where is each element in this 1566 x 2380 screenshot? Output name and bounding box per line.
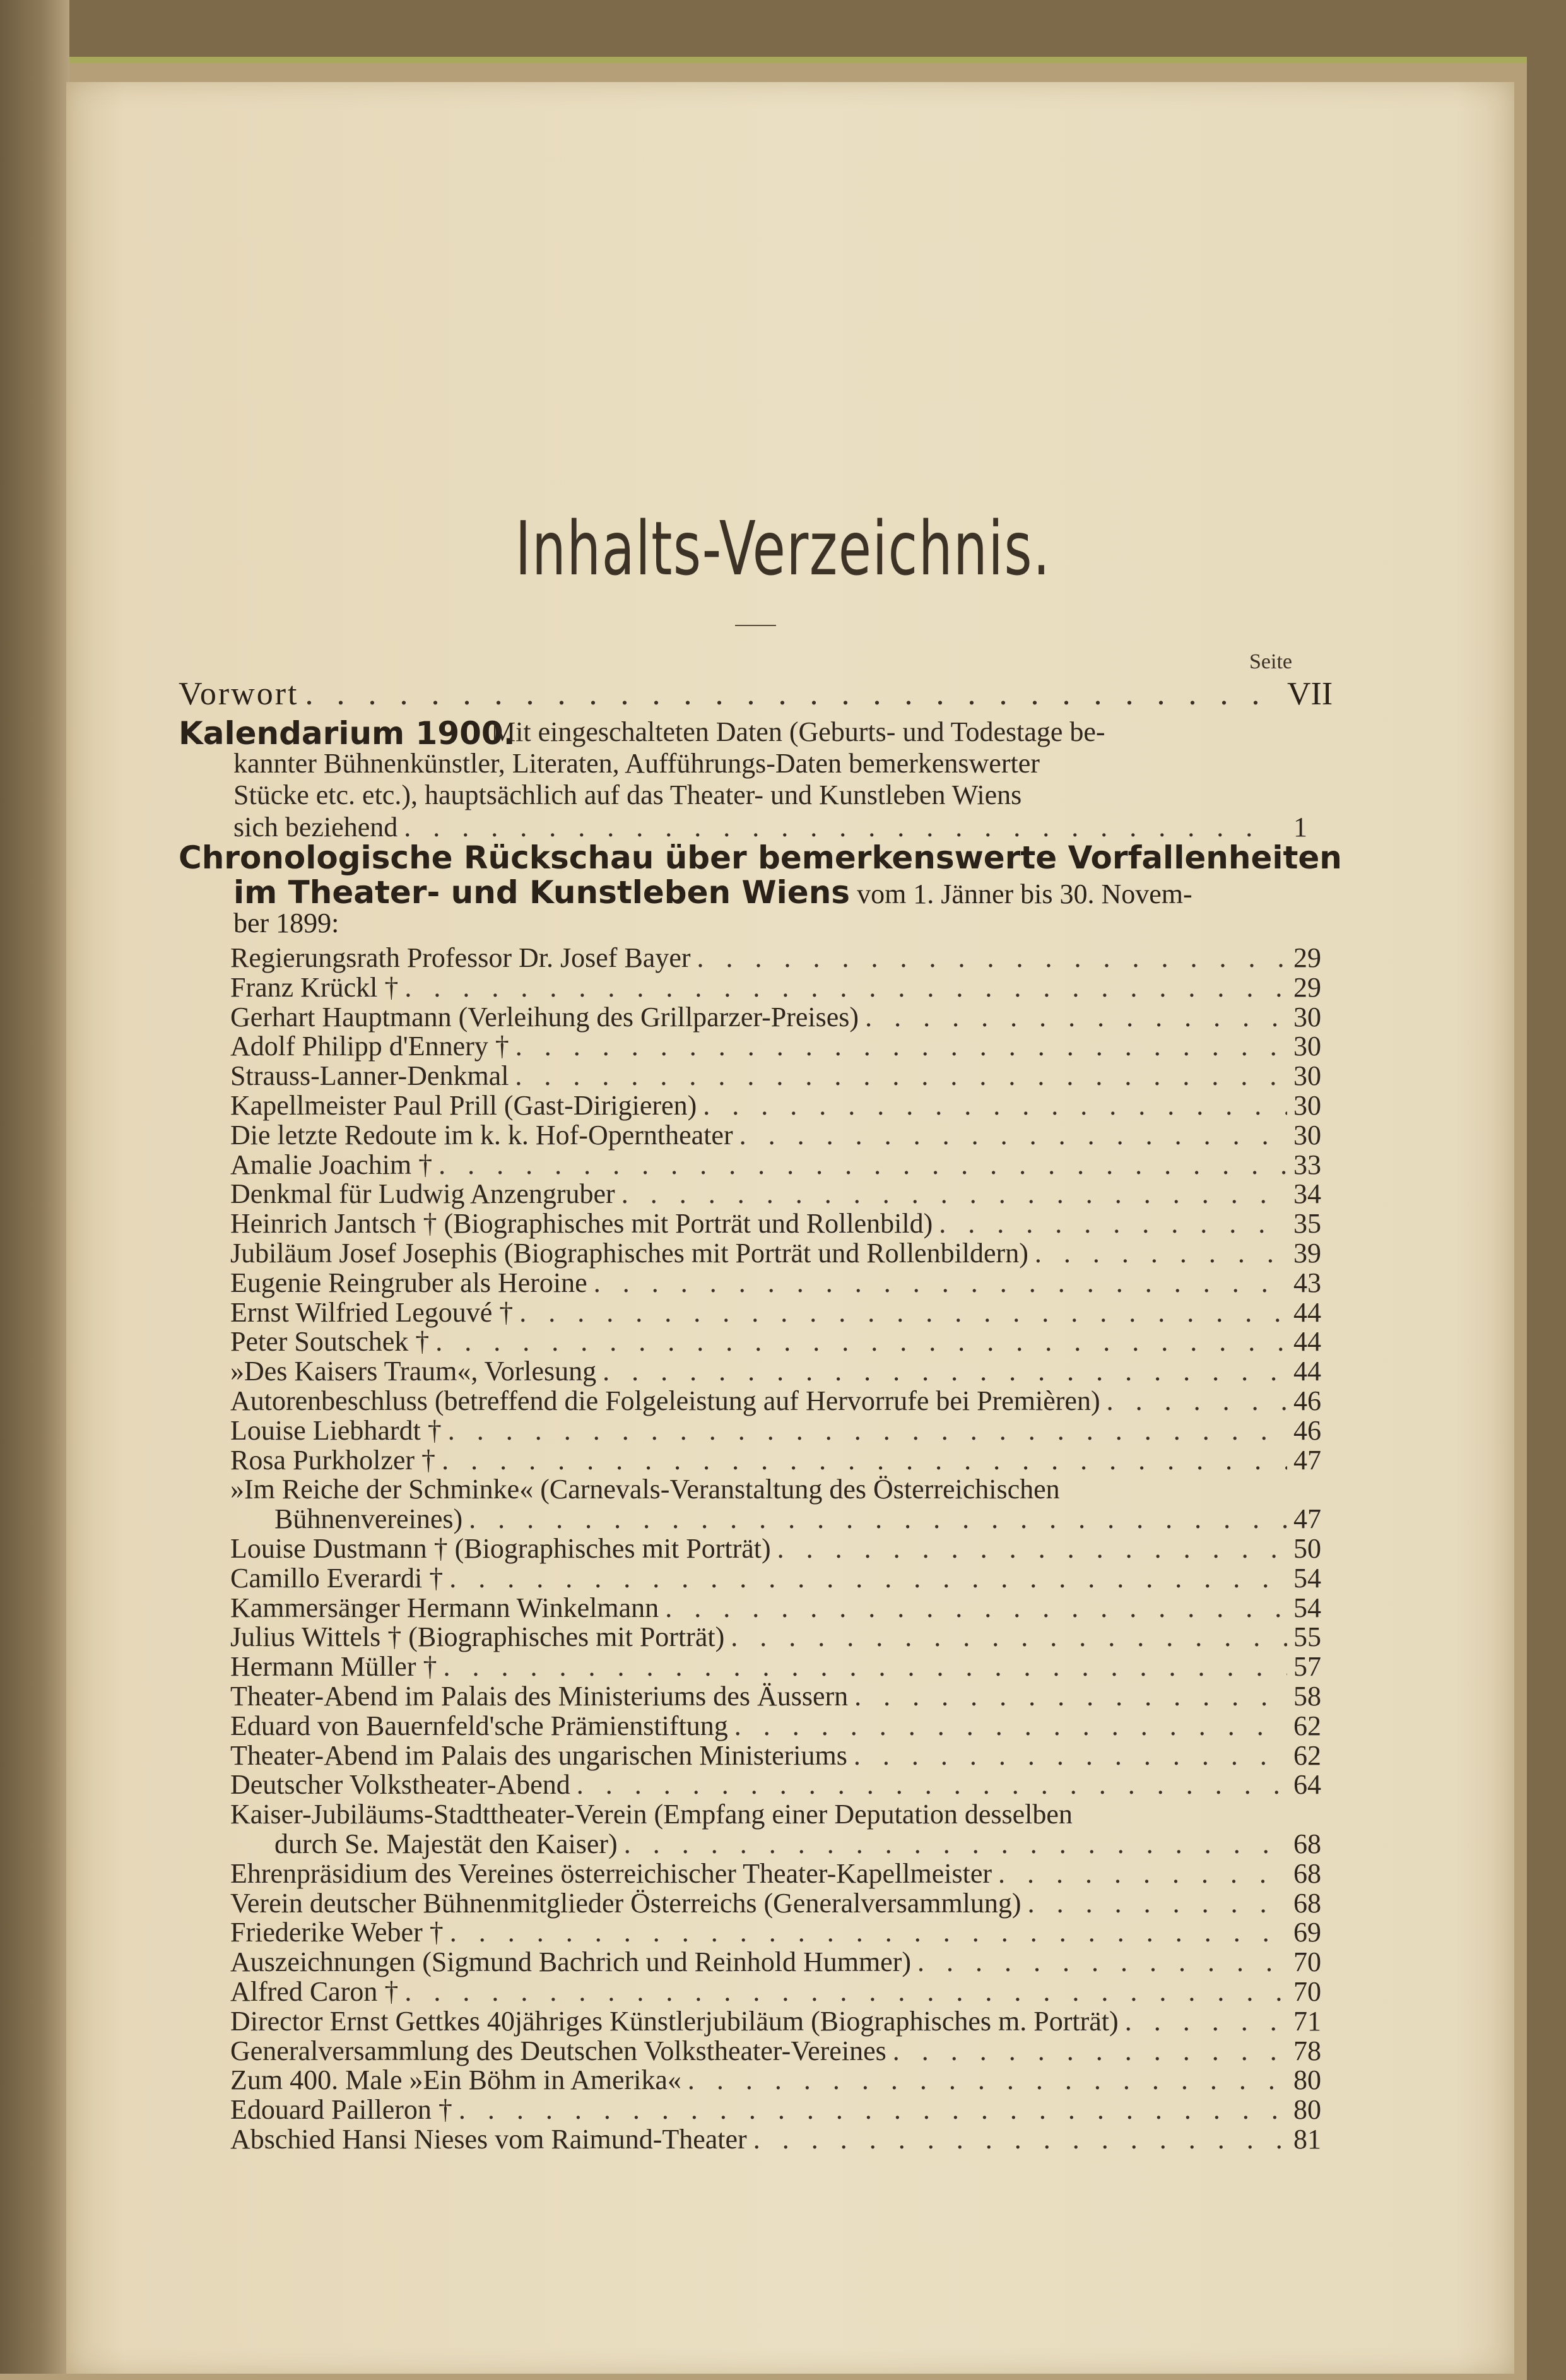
kalendarium-last-line: sich beziehend . . . 1 [233,811,1338,843]
leader-dots [734,1710,1287,1742]
toc-entry-text: Edouard Pailleron † [230,2094,452,2126]
toc-entry [230,1562,1338,1594]
leader-dots [404,811,1268,843]
page-title: Inhalts-Verzeichnis. [515,505,1051,592]
leader-dots [731,1621,1287,1653]
toc-entry-page: 64 [1293,1769,1321,1801]
toc-entry-text: Deutscher Volkstheater-Abend [230,1769,570,1801]
leader-dots [603,1355,1287,1387]
toc-entry-text: Heinrich Jantsch † (Biographisches mit Porträt und Rollenbild) [230,1208,933,1240]
toc-entry [230,1325,1338,1358]
toc-entry [230,1149,1338,1181]
toc-entry-page: 57 [1293,1651,1321,1683]
toc-entry-page: 80 [1293,2094,1321,2126]
toc-entry-text: Autorenbeschluss (betreffend die Folgeleistung auf Hervorrufe bei Premièren) [230,1385,1100,1416]
toc-entry-text: Theater-Abend im Palais des ungarischen Ministeriums [230,1739,847,1771]
leader-dots [515,1030,1287,1062]
leader-dots [739,1119,1287,1151]
leader-dots [865,1001,1287,1033]
toc-entry [230,1592,1338,1624]
leader-dots [854,1680,1287,1712]
book-spine [0,0,69,2374]
toc-entry-page: 33 [1293,1149,1321,1180]
kalendarium-line-0: Mit eingeschalteten Daten (Geburts- und Todestage be- [491,716,1105,747]
toc-entry [230,2035,1338,2067]
leader-dots [1125,2005,1287,2037]
toc-entry [230,1030,1338,1062]
toc-entry [230,1267,1338,1299]
toc-entry-page: 62 [1293,1710,1321,1741]
seite-column-label: Seite [1249,650,1292,673]
toc-entry-text: Franz Krückl † [230,971,399,1003]
toc-entry [230,1680,1338,1712]
leader-dots [917,1946,1287,1978]
toc-entry [230,1444,1338,1476]
kalendarium-heading: Kalendarium 1900. [179,715,515,752]
leader-dots [404,971,1287,1004]
toc-entry-page: 30 [1293,1060,1321,1092]
toc-entry-page: 70 [1293,1976,1321,2007]
toc-entry [230,1946,1338,1978]
toc-entry-text: Alfred Caron † [230,1976,399,2007]
toc-entry [230,1296,1338,1329]
leader-dots [624,1828,1287,1860]
kalendarium-page: 1 [1293,812,1307,843]
leader-dots [515,1060,1287,1092]
leader-dots [777,1532,1287,1565]
toc-entry [230,942,1338,974]
leader-dots [753,2123,1287,2155]
toc-entry [230,1178,1338,1210]
toc-entry [230,1857,1338,1890]
toc-entry-page: 47 [1293,1444,1321,1476]
leader-dots [449,1562,1287,1594]
toc-entry-page: 44 [1293,1296,1321,1328]
vorwort-page: VII [1287,676,1333,712]
toc-entry-text: Generalversammlung des Deutschen Volkstheater-Vereines [230,2035,886,2066]
toc-entry-vorwort [179,675,1338,713]
toc-entry-text: Gerhart Hauptmann (Verleihung des Grillparzer-Preises) [230,1001,859,1033]
leader-dots [435,1325,1287,1358]
chronologie-heading-line2: im Theater- und Kunstleben Wiens vom 1. Jänner bis 30. Novem- [233,874,1192,911]
kalendarium-description: kannter Bühnenkünstler, Literaten, Aufführungs-Daten bemerkenswerter Stücke etc. etc.), hauptsächlich auf das Theater- und Kunstleben Wiens [233,748,1040,810]
toc-entry-text: Kapellmeister Paul Prill (Gast-Dirigieren) [230,1090,697,1121]
toc-entry-text: Theater-Abend im Palais des Ministeriums des Äussern [230,1681,849,1712]
toc-entry-text: Denkmal für Ludwig Anzengruber [230,1178,615,1210]
toc-entry [230,1739,1338,1772]
toc-entry-text: Ernst Wilfried Legouvé † [230,1296,514,1328]
toc-entry-text: »Im Reiche der Schminke« (Carnevals-Veranstaltung des Österreichischen [230,1474,1060,1505]
toc-entry [274,1828,1338,1860]
toc-entry-page: 69 [1293,1917,1321,1948]
toc-entry-page: 47 [1293,1503,1321,1535]
leader-dots [854,1739,1287,1772]
toc-entry-text: Friederike Weber † [230,1917,444,1948]
chronologie-heading-line1: Chronologische Rückschau über bemerkenswerte Vorfallenheiten [179,839,1342,876]
leader-dots [459,2093,1287,2126]
leader-dots [1035,1237,1287,1269]
leader-dots [442,1444,1287,1476]
toc-entry-page: 46 [1293,1385,1321,1416]
toc-entry-text: Abschied Hansi Nieses vom Raimund-Theater [230,2124,747,2155]
leader-dots [443,1650,1287,1683]
toc-entry [230,1621,1338,1653]
toc-entry-page: 30 [1293,1119,1321,1151]
toc-entry-page: 35 [1293,1208,1321,1240]
toc-entry-page: 70 [1293,1946,1321,1978]
toc-entry-text: Kaiser-Jubiläums-Stadttheater-Verein (Empfang einer Deputation desselben [230,1799,1073,1830]
toc-entry-page: 62 [1293,1739,1321,1771]
toc-entry [230,1710,1338,1742]
leader-dots [939,1207,1287,1240]
toc-entry-text: Kammersänger Hermann Winkelmann [230,1592,659,1623]
leader-dots [450,1916,1287,1948]
toc-entry [230,1119,1338,1151]
toc-entry-text: Peter Soutschek † [230,1326,430,1358]
toc-entry-text: durch Se. Majestät den Kaiser) [274,1828,618,1859]
chronologie-heading-line3: ber 1899: [233,908,339,938]
toc-entry-page: 30 [1293,1090,1321,1121]
leader-dots [665,1592,1287,1624]
toc-entry [230,2064,1338,2096]
leader-dots [998,1857,1287,1890]
leader-dots [594,1267,1287,1299]
leader-dots [404,1975,1287,2008]
vorwort-label: Vorwort [179,676,299,712]
toc-entry [230,1975,1338,2008]
leader-dots [1028,1887,1287,1919]
toc-entry-text: Adolf Philipp d'Ennery † [230,1031,509,1062]
toc-entry [230,1207,1338,1240]
toc-entry-page: 58 [1293,1681,1321,1712]
leader-dots [688,2064,1287,2096]
toc-entry-page: 44 [1293,1326,1321,1358]
toc-entry [230,971,1338,1004]
toc-entry-page: 78 [1293,2035,1321,2066]
toc-entry [230,1089,1338,1122]
toc-entry-page: 50 [1293,1533,1321,1564]
toc-entry [230,1385,1338,1417]
toc-entry-text: Regierungsrath Professor Dr. Josef Bayer [230,942,691,973]
toc-entry-page: 29 [1293,971,1321,1003]
leader-dots [439,1149,1287,1181]
toc-entry-page: 55 [1293,1621,1321,1653]
toc-entry-text: Ehrenpräsidium des Vereines österreichischer Theater-Kapellmeister [230,1857,992,1889]
title-divider [735,625,776,626]
toc-entry-page: 29 [1293,942,1321,973]
toc-entry [230,1768,1338,1801]
toc-entry-text: Julius Wittels † (Biographisches mit Porträt) [230,1621,725,1653]
leader-dots [893,2035,1287,2067]
toc-entry-page: 34 [1293,1178,1321,1210]
leader-dots [519,1296,1287,1329]
toc-entry [230,1237,1338,1269]
toc-entry-page: 81 [1293,2124,1321,2155]
toc-entry-page: 71 [1293,2005,1321,2037]
leader-dots [448,1414,1287,1447]
toc-entry [230,1001,1338,1033]
toc-entry [230,1060,1338,1092]
toc-entry-text: Auszeichnungen (Sigmund Bachrich und Reinhold Hummer) [230,1946,912,1978]
toc-entry-page: 46 [1293,1414,1321,1446]
toc-entry-text: Louise Liebhardt † [230,1414,442,1446]
toc-entry-text: Director Ernst Gettkes 40jähriges Künstlerjubiläum (Biographisches m. Porträt) [230,2005,1119,2037]
toc-entry [230,1916,1338,1948]
leader-dots [621,1178,1287,1210]
toc-entry-line [230,1798,1338,1830]
toc-entry [230,1532,1338,1565]
leader-dots [697,942,1287,974]
toc-entry-page: 43 [1293,1267,1321,1298]
toc-entry [230,2005,1338,2037]
toc-entry-text: Bühnenvereines) [274,1503,463,1535]
toc-entry-page: 54 [1293,1562,1321,1594]
toc-entry [230,1414,1338,1447]
toc-entry-page: 30 [1293,1031,1321,1062]
toc-entry-page: 30 [1293,1001,1321,1033]
toc-entry-text: Strauss-Lanner-Denkmal [230,1060,509,1092]
leader-dots [469,1503,1287,1535]
toc-entry-page: 39 [1293,1238,1321,1269]
toc-entry-page: 68 [1293,1828,1321,1859]
toc-entry-text: Die letzte Redoute im k. k. Hof-Operntheater [230,1119,733,1151]
toc-entry-text: Amalie Joachim † [230,1149,433,1180]
leader-dots [703,1089,1287,1122]
toc-entry-text: Verein deutscher Bühnenmitglieder Österreichs (Generalversammlung) [230,1887,1021,1919]
toc-entry [230,1650,1338,1683]
toc-entry-line [230,1473,1338,1505]
toc-entry-page: 44 [1293,1356,1321,1387]
toc-entry [274,1503,1338,1535]
toc-entry-text: Rosa Purkholzer † [230,1444,436,1476]
leader-dots [577,1768,1287,1801]
toc-entry-text: »Des Kaisers Traum«, Vorlesung [230,1356,597,1387]
toc-entry-text: Eugenie Reingruber als Heroine [230,1267,587,1298]
toc-entry-page: 68 [1293,1857,1321,1889]
toc-entry-page: 68 [1293,1887,1321,1919]
toc-entry-text: Camillo Everardi † [230,1562,444,1594]
leader-dots [305,675,1281,713]
toc-entry [230,2093,1338,2126]
toc-entry-page: 80 [1293,2064,1321,2096]
toc-entry-page: 54 [1293,1592,1321,1623]
toc-entry [230,1355,1338,1387]
leader-dots [1107,1385,1287,1417]
toc-entry-text: Hermann Müller † [230,1651,437,1683]
toc-entry-text: Louise Dustmann † (Biographisches mit Porträt) [230,1533,771,1564]
toc-entry [230,2123,1338,2155]
toc-entry-text: Zum 400. Male »Ein Böhm in Amerika« [230,2064,681,2096]
toc-entry-text: Jubiläum Josef Josephis (Biographisches mit Porträt und Rollenbildern) [230,1238,1028,1269]
toc-entry-text: Eduard von Bauernfeld'sche Prämienstiftung [230,1710,728,1741]
toc-entry [230,1887,1338,1919]
